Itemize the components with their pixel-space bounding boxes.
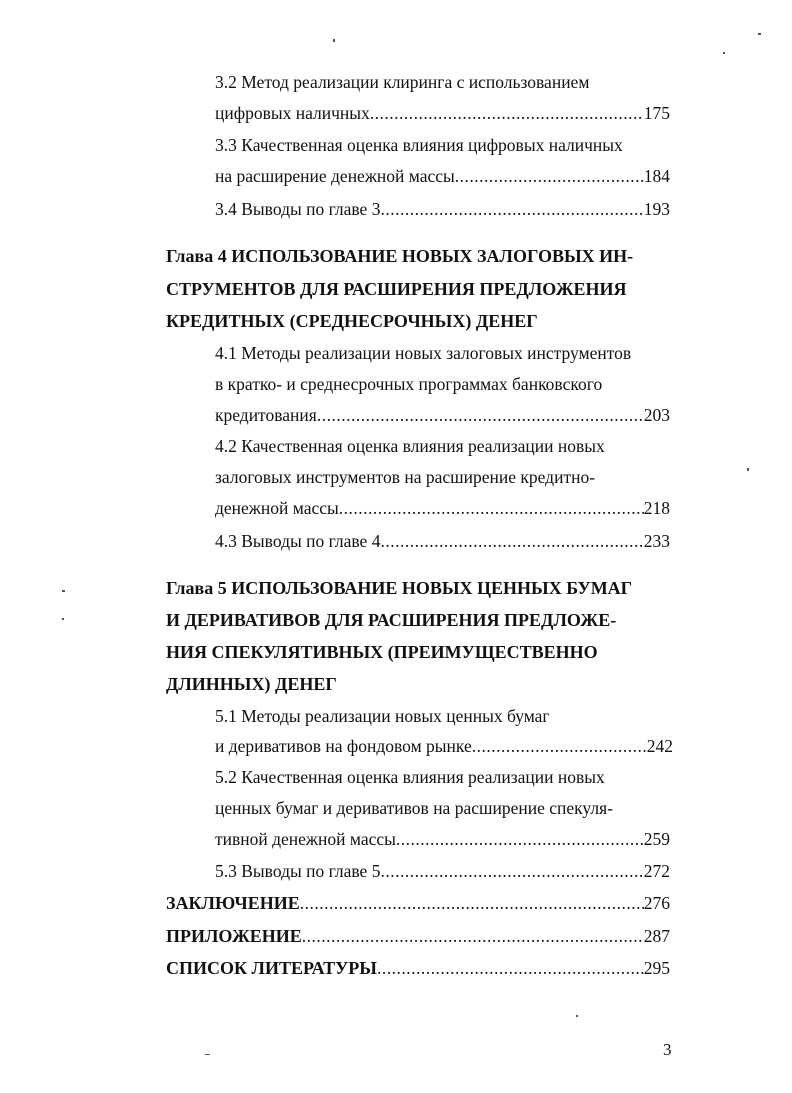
toc-entry-title: 3.4 Выводы по главе 3 [215,199,381,219]
scan-speck [205,1054,210,1055]
toc-entry-3-4[interactable] [215,198,670,220]
dot-leader [472,735,647,757]
toc-entry-4-3[interactable] [215,530,670,552]
dot-leader [396,828,644,850]
scan-speck [723,52,725,54]
toc-entry-4-1[interactable] [215,404,670,426]
toc-entry-references[interactable] [166,957,670,979]
dot-leader [339,497,644,519]
toc-entry-5-1[interactable] [215,735,673,757]
toc-entry-5-2-line1: 5.2 Качественная оценка влияния реализации новых [215,767,605,787]
scan-speck [62,618,64,620]
dot-leader [380,860,643,882]
toc-entry-4-1-line1: 4.1 Методы реализации новых залоговых инструментов [215,343,632,363]
toc-entry-title: денежной массы [215,498,339,518]
chapter-5-heading-line1: Глава 5 ИСПОЛЬЗОВАНИЕ НОВЫХ ЦЕННЫХ БУМАГ [166,578,633,598]
chapter-5-heading-line4: ДЛИННЫХ) ДЕНЕГ [166,674,337,694]
toc-page-number: 203 [643,405,670,425]
toc-entry-4-2[interactable] [215,497,670,519]
toc-page-number: 287 [643,926,670,946]
toc-entry-title: на расширение денежной массы [215,166,455,186]
toc-page-number: 242 [646,736,673,756]
dot-leader [380,530,643,552]
toc-entry-title: тивной денежной массы [215,829,396,849]
toc-entry-3-3-line1: 3.3 Качественная оценка влияния цифровых наличных [215,135,623,155]
toc-entry-title: ПРИЛОЖЕНИЕ [166,926,302,946]
toc-entry-3-2-line1: 3.2 Метод реализации клиринга с использованием [215,72,590,92]
toc-entry-5-1-line1: 5.1 Методы реализации новых ценных бумаг [215,706,550,726]
toc-entry-title: и деривативов на фондовом рынке [215,736,472,756]
chapter-4-heading-line3: КРЕДИТНЫХ (СРЕДНЕСРОЧНЫХ) ДЕНЕГ [166,311,538,331]
toc-entry-4-2-line2: залоговых инструментов на расширение кредитно- [215,467,596,487]
toc-entry-3-2[interactable] [215,102,670,124]
dot-leader [377,957,644,979]
toc-entry-conclusion[interactable] [166,892,670,914]
toc-entry-title: 4.3 Выводы по главе 4 [215,531,381,551]
toc-entry-5-2-line2: ценных бумаг и деривативов на расширение спекуля- [215,798,613,818]
toc-entry-title: 5.3 Выводы по главе 5 [215,861,381,881]
dot-leader [370,102,644,124]
toc-entry-5-2[interactable] [215,828,670,850]
toc-entry-title: цифровых наличных [215,103,370,123]
toc-page-number: 184 [643,166,670,186]
dot-leader [302,925,644,947]
toc-page-number: 193 [643,199,670,219]
toc-page-number: 259 [643,829,670,849]
dot-leader [300,892,644,914]
toc-page-number: 233 [643,531,670,551]
chapter-5-heading-line3: НИЯ СПЕКУЛЯТИВНЫХ (ПРЕИМУЩЕСТВЕННО [166,642,598,662]
dot-leader [380,198,643,220]
toc-page-number: 272 [643,861,670,881]
scan-speck [62,590,65,592]
scan-speck [747,468,749,471]
scan-speck [758,33,761,35]
toc-entry-4-1-line2: в кратко- и среднесрочных программах банковского [215,374,603,394]
page-number: 3 [663,1040,672,1059]
dot-leader [317,404,644,426]
scan-speck [333,39,335,42]
toc-entry-title: ЗАКЛЮЧЕНИЕ [166,893,300,913]
toc-entry-4-2-line1: 4.2 Качественная оценка влияния реализации новых [215,436,605,456]
toc-entry-3-3[interactable] [215,165,670,187]
toc-entry-title: СПИСОК ЛИТЕРАТУРЫ [166,958,377,978]
toc-entry-title: кредитования [215,405,317,425]
scan-speck [576,1015,578,1017]
chapter-4-heading-line1: Глава 4 ИСПОЛЬЗОВАНИЕ НОВЫХ ЗАЛОГОВЫХ ИН- [166,246,634,266]
dot-leader [455,165,644,187]
toc-entry-5-3[interactable] [215,860,670,882]
toc-page-number: 295 [643,958,670,978]
toc-entry-appendix[interactable] [166,925,670,947]
chapter-5-heading-line2: И ДЕРИВАТИВОВ ДЛЯ РАСШИРЕНИЯ ПРЕДЛОЖЕ- [166,610,617,630]
toc-page-number: 276 [643,893,670,913]
chapter-4-heading-line2: СТРУМЕНТОВ ДЛЯ РАСШИРЕНИЯ ПРЕДЛОЖЕНИЯ [166,279,627,299]
toc-page-number: 175 [643,103,670,123]
toc-page-number: 218 [643,498,670,518]
